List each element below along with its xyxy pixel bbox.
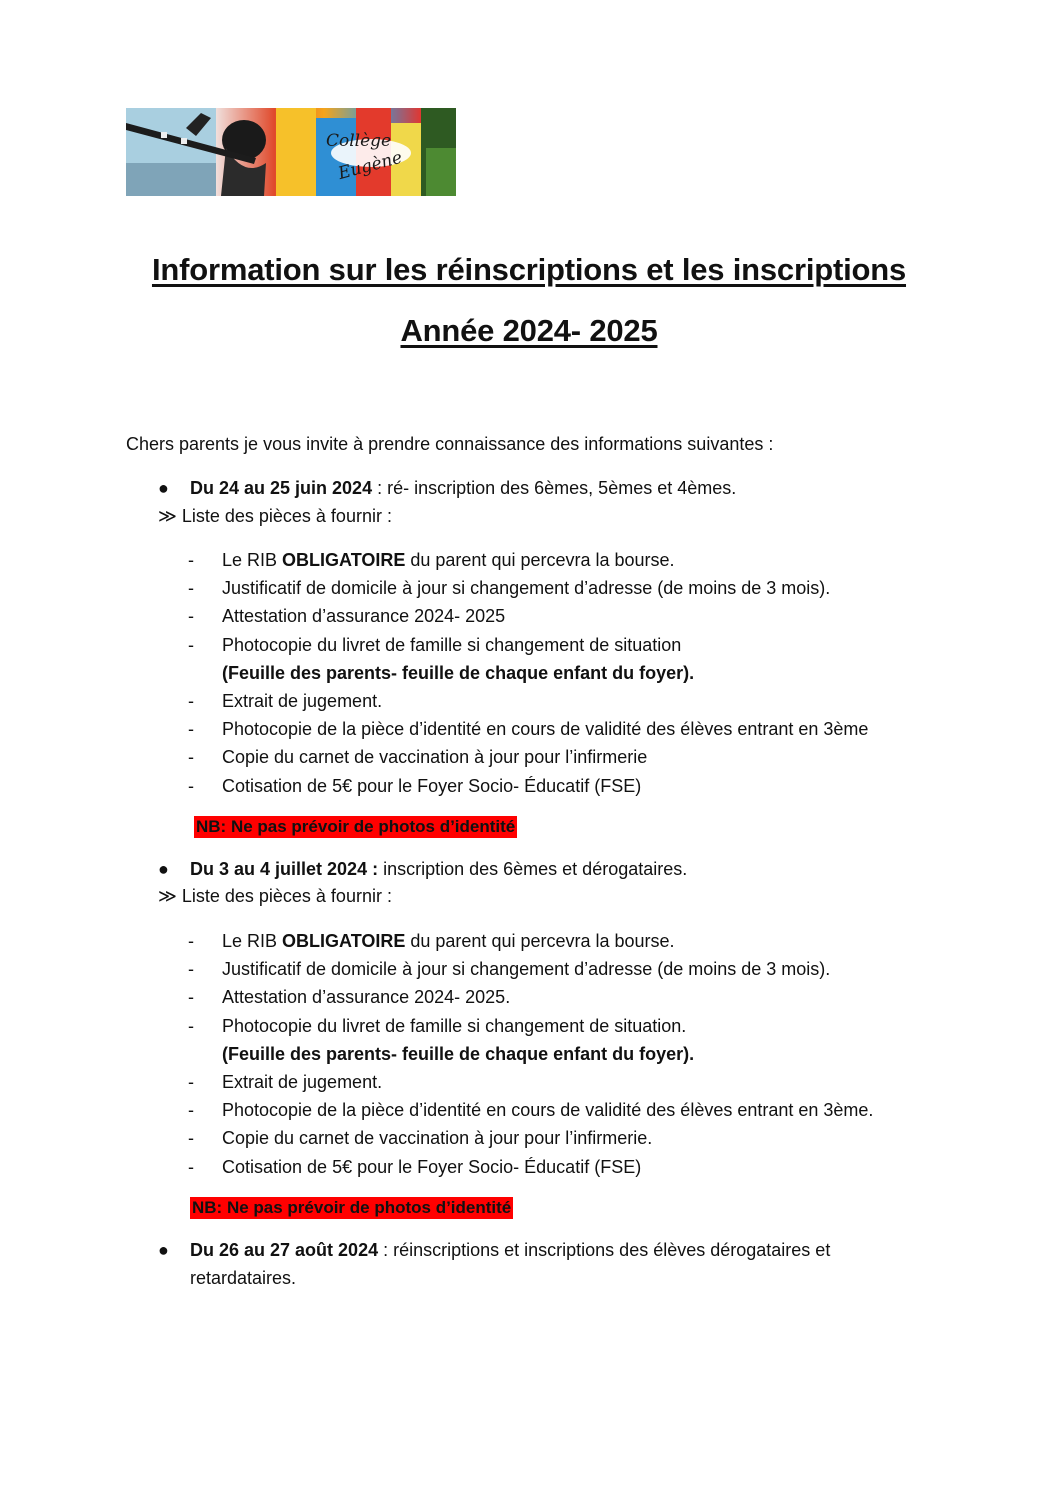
dash-bullet-icon: -: [188, 1156, 194, 1177]
section-1-nb-notice: NB: Ne pas prévoir de photos d’identité: [196, 817, 516, 836]
dash-bullet-icon: -: [188, 1071, 194, 1092]
list-item-text: Le RIB: [222, 550, 283, 570]
list-item-text: Extrait de jugement.: [222, 690, 383, 711]
section-2-list-title: ≫ Liste des pièces à fournir :: [158, 886, 392, 906]
bullet-icon: ●: [158, 859, 169, 879]
dash-bullet-icon: -: [188, 690, 194, 711]
list-item-continuation: (Feuille des parents- feuille de chaque enfant du foyer).: [222, 662, 695, 683]
list-item-text-end: du parent qui percevra la bourse.: [405, 550, 675, 570]
section-2-documents-list: [188, 927, 873, 1181]
dash-bullet-icon: -: [188, 775, 194, 796]
banner-text-eugene: Eugène: [336, 147, 405, 184]
section-3-description-continued: retardataires.: [190, 1268, 297, 1288]
dash-bullet-icon: -: [188, 959, 194, 980]
list-item: [188, 715, 868, 743]
section-3-date: Du 26 au 27 août 2024: [190, 1240, 379, 1260]
section-1-list-title: ≫ Liste des pièces à fournir :: [158, 506, 392, 526]
section-1-documents-list: [188, 546, 868, 800]
intro-paragraph: Chers parents je vous invite à prendre connaissance des informations suivantes :: [126, 434, 774, 454]
section-2-description: inscription des 6èmes et dérogataires.: [378, 859, 688, 879]
section-3-description: : réinscriptions et inscriptions des élèves dérogataires et: [378, 1240, 831, 1260]
list-item-text: Photocopie de la pièce d’identité en cours de validité des élèves entrant en 3ème: [222, 719, 869, 740]
list-item-text: Cotisation de 5€ pour le Foyer Socio- Éducatif (FSE): [222, 775, 642, 796]
dash-bullet-icon: -: [188, 719, 194, 740]
bullet-icon: ●: [158, 1240, 169, 1260]
list-item: [188, 1068, 873, 1096]
banner-text-college: Collège: [326, 131, 392, 151]
list-item-continuation: (Feuille des parents- feuille de chaque enfant du foyer).: [222, 1043, 695, 1064]
list-item: [188, 927, 873, 955]
list-item: [188, 772, 868, 800]
list-item: [188, 631, 868, 659]
list-item-text: Le RIB: [222, 931, 283, 951]
section-3-heading: [158, 1240, 830, 1261]
list-item: [188, 1124, 873, 1152]
list-item-emphasis: OBLIGATOIRE: [282, 550, 406, 570]
list-item: [188, 574, 868, 602]
dash-bullet-icon: -: [188, 987, 194, 1008]
list-item: [188, 1153, 873, 1181]
list-item: [188, 1096, 873, 1124]
dash-bullet-icon: -: [188, 634, 194, 655]
list-item: [188, 602, 868, 630]
list-item: [188, 743, 868, 771]
list-item: [188, 546, 868, 574]
dash-bullet-icon: -: [188, 550, 194, 570]
list-item: [188, 687, 868, 715]
list-item-text: Cotisation de 5€ pour le Foyer Socio- Éducatif (FSE): [222, 1156, 642, 1177]
list-item-text: Photocopie du livret de famille si changement de situation: [222, 634, 682, 655]
dash-bullet-icon: -: [188, 1015, 194, 1036]
list-item-text: Copie du carnet de vaccination à jour pour l’infirmerie.: [222, 1128, 653, 1149]
section-2-date: Du 3 au 4 juillet 2024 :: [190, 859, 379, 879]
list-item: [188, 983, 873, 1011]
dash-bullet-icon: -: [188, 931, 194, 951]
list-item-text: Photocopie du livret de famille si changement de situation.: [222, 1015, 687, 1036]
list-item-text: Copie du carnet de vaccination à jour pour l’infirmerie: [222, 747, 648, 768]
list-item-text: Photocopie de la pièce d’identité en cours de validité des élèves entrant en 3ème.: [222, 1100, 874, 1121]
section-1-heading: [158, 478, 736, 499]
section-1-date: Du 24 au 25 juin 2024: [190, 478, 373, 498]
section-2-nb-notice: NB: Ne pas prévoir de photos d’identité: [192, 1198, 512, 1217]
list-item-text-end: du parent qui percevra la bourse.: [405, 931, 675, 951]
list-item-text: Extrait de jugement.: [222, 1071, 383, 1092]
dash-bullet-icon: -: [188, 747, 194, 768]
dash-bullet-icon: -: [188, 1100, 194, 1121]
section-1-description: : ré- inscription des 6èmes, 5èmes et 4èmes.: [372, 478, 737, 498]
dash-bullet-icon: -: [188, 1128, 194, 1149]
list-item-text: Justificatif de domicile à jour si changement d’adresse (de moins de 3 mois).: [222, 578, 831, 599]
dash-bullet-icon: -: [188, 606, 194, 627]
school-banner-image: [126, 108, 456, 196]
section-2-heading: [158, 859, 687, 880]
list-item-emphasis: OBLIGATOIRE: [282, 931, 406, 951]
list-item-text: Attestation d’assurance 2024- 2025: [222, 606, 506, 627]
dash-bullet-icon: -: [188, 578, 194, 599]
list-item-text: Justificatif de domicile à jour si changement d’adresse (de moins de 3 mois).: [222, 959, 831, 980]
list-item: [188, 1012, 873, 1040]
list-item: [188, 955, 873, 983]
bullet-icon: ●: [158, 478, 169, 498]
page-subtitle-year: Année 2024- 2025: [400, 313, 658, 348]
list-item-text: Attestation d’assurance 2024- 2025.: [222, 987, 511, 1008]
page-title: Information sur les réinscriptions et les inscriptions: [151, 252, 907, 287]
